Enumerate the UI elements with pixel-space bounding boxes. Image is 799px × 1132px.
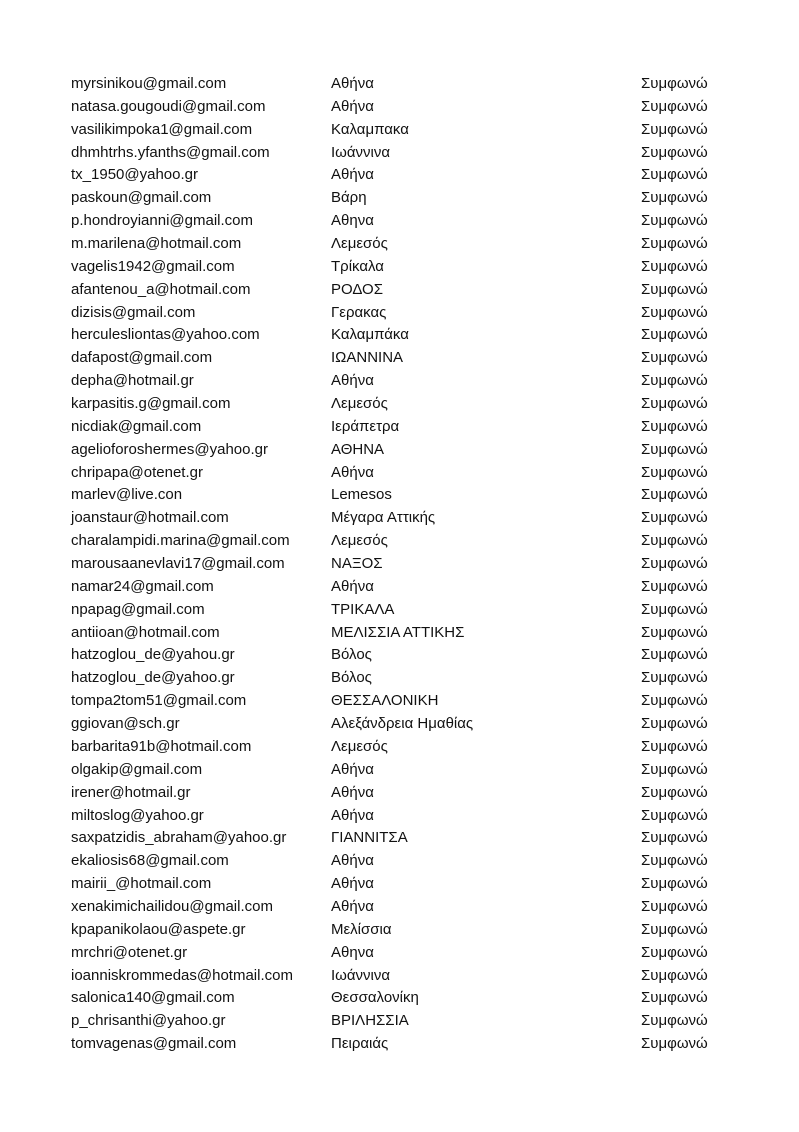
city-cell: Αθήνα <box>331 852 374 870</box>
status-cell: Συμφωνώ <box>641 943 708 961</box>
city-cell: Μελίσσια <box>331 920 392 938</box>
city-cell: Αθήνα <box>331 75 374 92</box>
status-cell: Συμφωνώ <box>641 966 708 984</box>
status-cell: Συμφωνώ <box>641 303 708 321</box>
email-cell: p_chrisanthi@yahoo.gr <box>71 1012 226 1030</box>
email-cell: miltoslog@yahoo.gr <box>71 806 204 824</box>
email-cell: mairii_@hotmail.com <box>71 875 212 893</box>
city-cell: Αθήνα <box>331 577 374 595</box>
city-cell: Γερακας <box>331 303 387 321</box>
status-cell: Συμφωνώ <box>641 829 708 847</box>
status-cell: Συμφωνώ <box>641 509 708 527</box>
city-cell: Αθήνα <box>331 166 374 184</box>
table-row <box>0 736 799 759</box>
email-cell: marousaanevlavi17@gmail.com <box>71 555 285 573</box>
email-cell: ioanniskrommedas@hotmail.com <box>71 966 293 984</box>
email-cell: barbarita91b@hotmail.com <box>71 737 252 755</box>
status-cell: Συμφωνώ <box>641 875 708 893</box>
table-row <box>0 256 799 279</box>
status-cell: Συμφωνώ <box>641 372 708 390</box>
city-cell: Καλαμπάκα <box>331 326 409 344</box>
city-cell: Αθηνα <box>331 212 374 230</box>
city-cell: Αθήνα <box>331 783 374 801</box>
status-cell: Συμφωνώ <box>641 417 708 435</box>
email-cell: agelioforoshermes@yahoo.gr <box>71 440 268 458</box>
city-cell: Αθήνα <box>331 897 374 915</box>
table-row <box>0 324 799 347</box>
email-cell: afantenou_a@hotmail.com <box>71 280 251 298</box>
status-cell: Συμφωνώ <box>641 783 708 801</box>
status-cell: Συμφωνώ <box>641 532 708 550</box>
status-cell: Συμφωνώ <box>641 897 708 915</box>
city-cell: ΑΘΗΝΑ <box>331 440 385 458</box>
table-row <box>0 439 799 462</box>
table-row <box>0 827 799 850</box>
city-cell: Ιωάννινα <box>331 143 391 161</box>
status-cell: Συμφωνώ <box>641 120 708 138</box>
city-cell: ΓΙΑΝΝΙΤΣΑ <box>331 829 408 847</box>
table-row <box>0 347 799 370</box>
status-cell: Συμφωνώ <box>641 852 708 870</box>
status-cell: Συμφωνώ <box>641 737 708 755</box>
status-cell: Συμφωνώ <box>641 669 708 687</box>
email-cell: p.hondroyianni@gmail.com <box>71 212 253 230</box>
table-row <box>0 576 799 599</box>
table-row <box>0 942 799 965</box>
status-cell: Συμφωνώ <box>641 189 708 207</box>
status-cell: Συμφωνώ <box>641 166 708 184</box>
email-cell: marlev@live.con <box>71 486 183 504</box>
email-cell: dizisis@gmail.com <box>71 303 196 321</box>
city-cell: ΡΟΔΟΣ <box>331 280 384 298</box>
email-cell: xenakimichailidou@gmail.com <box>71 897 273 915</box>
signatory-table <box>0 73 799 1056</box>
status-cell: Συμφωνώ <box>641 692 708 710</box>
city-cell: Βόλος <box>331 646 372 664</box>
table-row <box>0 507 799 530</box>
city-cell: Αλεξάνδρεια Ημαθίας <box>331 715 474 733</box>
city-cell: Μέγαρα Αττικής <box>331 509 436 527</box>
status-cell: Συμφωνώ <box>641 600 708 618</box>
table-row <box>0 462 799 485</box>
city-cell: ΒΡΙΛΗΣΣΙΑ <box>331 1012 409 1030</box>
table-row <box>0 965 799 988</box>
status-cell: Συμφωνώ <box>641 280 708 298</box>
city-cell: Βόλος <box>331 669 372 687</box>
city-cell: Αθήνα <box>331 806 374 824</box>
email-cell: herculesliontas@yahoo.com <box>71 326 260 344</box>
city-cell: Πειραιάς <box>331 1035 389 1053</box>
city-cell: Αθήνα <box>331 463 374 481</box>
table-row <box>0 210 799 233</box>
city-cell: Αθήνα <box>331 372 374 390</box>
table-row <box>0 873 799 896</box>
table-row <box>0 279 799 302</box>
status-cell: Συμφωνώ <box>641 1035 708 1053</box>
city-cell: ΙΩΑΝΝΙΝΑ <box>331 349 404 367</box>
status-cell: Συμφωνώ <box>641 326 708 344</box>
table-row <box>0 987 799 1010</box>
status-cell: Συμφωνώ <box>641 257 708 275</box>
status-cell: Συμφωνώ <box>641 577 708 595</box>
email-cell: kpapanikolaou@aspete.gr <box>71 920 246 938</box>
city-cell: ΤΡΙΚΑΛΑ <box>331 600 395 618</box>
table-row <box>0 530 799 553</box>
table-row <box>0 119 799 142</box>
table-row <box>0 484 799 507</box>
email-cell: karpasitis.g@gmail.com <box>71 395 231 413</box>
table-row <box>0 553 799 576</box>
table-row <box>0 142 799 165</box>
table-row <box>0 370 799 393</box>
email-cell: m.marilena@hotmail.com <box>71 235 242 253</box>
city-cell: Αθήνα <box>331 875 374 893</box>
table-row <box>0 713 799 736</box>
email-cell: tompa2tom51@gmail.com <box>71 692 247 710</box>
status-cell: Συμφωνώ <box>641 440 708 458</box>
status-cell: Συμφωνώ <box>641 75 708 92</box>
email-cell: paskoun@gmail.com <box>71 189 212 207</box>
email-cell: tomvagenas@gmail.com <box>71 1035 237 1053</box>
table-row <box>0 850 799 873</box>
table-row <box>0 690 799 713</box>
email-cell: irener@hotmail.gr <box>71 783 191 801</box>
status-cell: Συμφωνώ <box>641 715 708 733</box>
city-cell: Καλαμπακα <box>331 120 409 138</box>
city-cell: Αθήνα <box>331 97 374 115</box>
status-cell: Συμφωνώ <box>641 646 708 664</box>
status-cell: Συμφωνώ <box>641 97 708 115</box>
status-cell: Συμφωνώ <box>641 463 708 481</box>
city-cell: Θεσσαλονίκη <box>331 989 419 1007</box>
table-row <box>0 805 799 828</box>
status-cell: Συμφωνώ <box>641 920 708 938</box>
email-cell: joanstaur@hotmail.com <box>71 509 229 527</box>
city-cell: Αθήνα <box>331 760 374 778</box>
table-row <box>0 1033 799 1056</box>
table-row <box>0 1010 799 1033</box>
email-cell: hatzoglou_de@yahoo.gr <box>71 669 235 687</box>
status-cell: Συμφωνώ <box>641 486 708 504</box>
status-cell: Συμφωνώ <box>641 760 708 778</box>
table-row <box>0 96 799 119</box>
table-row <box>0 73 799 96</box>
email-cell: olgakip@gmail.com <box>71 760 203 778</box>
email-cell: chripapa@otenet.gr <box>71 463 203 481</box>
table-row <box>0 187 799 210</box>
city-cell: ΝΑΞΟΣ <box>331 555 383 573</box>
email-cell: vagelis1942@gmail.com <box>71 257 235 275</box>
status-cell: Συμφωνώ <box>641 555 708 573</box>
table-row <box>0 644 799 667</box>
email-cell: depha@hotmail.gr <box>71 372 194 390</box>
city-cell: Ιεράπετρα <box>331 417 400 435</box>
city-cell: Λεμεσός <box>331 235 388 253</box>
city-cell: Λεμεσός <box>331 395 388 413</box>
table-row <box>0 393 799 416</box>
city-cell: Βάρη <box>331 189 367 207</box>
email-cell: dafapost@gmail.com <box>71 349 213 367</box>
status-cell: Συμφωνώ <box>641 989 708 1007</box>
city-cell: Αθηνα <box>331 943 374 961</box>
status-cell: Συμφωνώ <box>641 235 708 253</box>
table-row <box>0 622 799 645</box>
email-cell: charalampidi.marina@gmail.com <box>71 532 290 550</box>
email-cell: mrchri@otenet.gr <box>71 943 188 961</box>
email-cell: dhmhtrhs.yfanths@gmail.com <box>71 143 270 161</box>
city-cell: Τρίκαλα <box>331 257 384 275</box>
table-row <box>0 782 799 805</box>
city-cell: ΘΕΣΣΑΛΟΝΙΚΗ <box>331 692 439 710</box>
table-row <box>0 416 799 439</box>
table-row <box>0 919 799 942</box>
email-cell: myrsinikou@gmail.com <box>71 75 227 92</box>
email-cell: ekaliosis68@gmail.com <box>71 852 229 870</box>
status-cell: Συμφωνώ <box>641 143 708 161</box>
table-row <box>0 164 799 187</box>
status-cell: Συμφωνώ <box>641 806 708 824</box>
status-cell: Συμφωνώ <box>641 623 708 641</box>
status-cell: Συμφωνώ <box>641 1012 708 1030</box>
status-cell: Συμφωνώ <box>641 349 708 367</box>
table-row <box>0 599 799 622</box>
email-cell: hatzoglou_de@yahou.gr <box>71 646 235 664</box>
email-cell: vasilikimpoka1@gmail.com <box>71 120 253 138</box>
table-row <box>0 233 799 256</box>
email-cell: ggiovan@sch.gr <box>71 715 180 733</box>
table-row <box>0 759 799 782</box>
status-cell: Συμφωνώ <box>641 395 708 413</box>
table-row <box>0 896 799 919</box>
email-cell: saxpatzidis_abraham@yahoo.gr <box>71 829 287 847</box>
email-cell: nicdiak@gmail.com <box>71 417 202 435</box>
email-cell: namar24@gmail.com <box>71 577 214 595</box>
email-cell: salonica140@gmail.com <box>71 989 235 1007</box>
email-cell: npapag@gmail.com <box>71 600 205 618</box>
email-cell: tx_1950@yahoo.gr <box>71 166 198 184</box>
email-cell: antiioan@hotmail.com <box>71 623 220 641</box>
city-cell: Ιωάννινα <box>331 966 391 984</box>
table-row <box>0 667 799 690</box>
status-cell: Συμφωνώ <box>641 212 708 230</box>
city-cell: ΜΕΛΙΣΣΙΑ ΑΤΤΙΚΗΣ <box>331 623 465 641</box>
city-cell: Λεμεσός <box>331 532 388 550</box>
city-cell: Lemesos <box>331 486 392 504</box>
table-row <box>0 302 799 325</box>
email-cell: natasa.gougoudi@gmail.com <box>71 97 266 115</box>
city-cell: Λεμεσός <box>331 737 388 755</box>
